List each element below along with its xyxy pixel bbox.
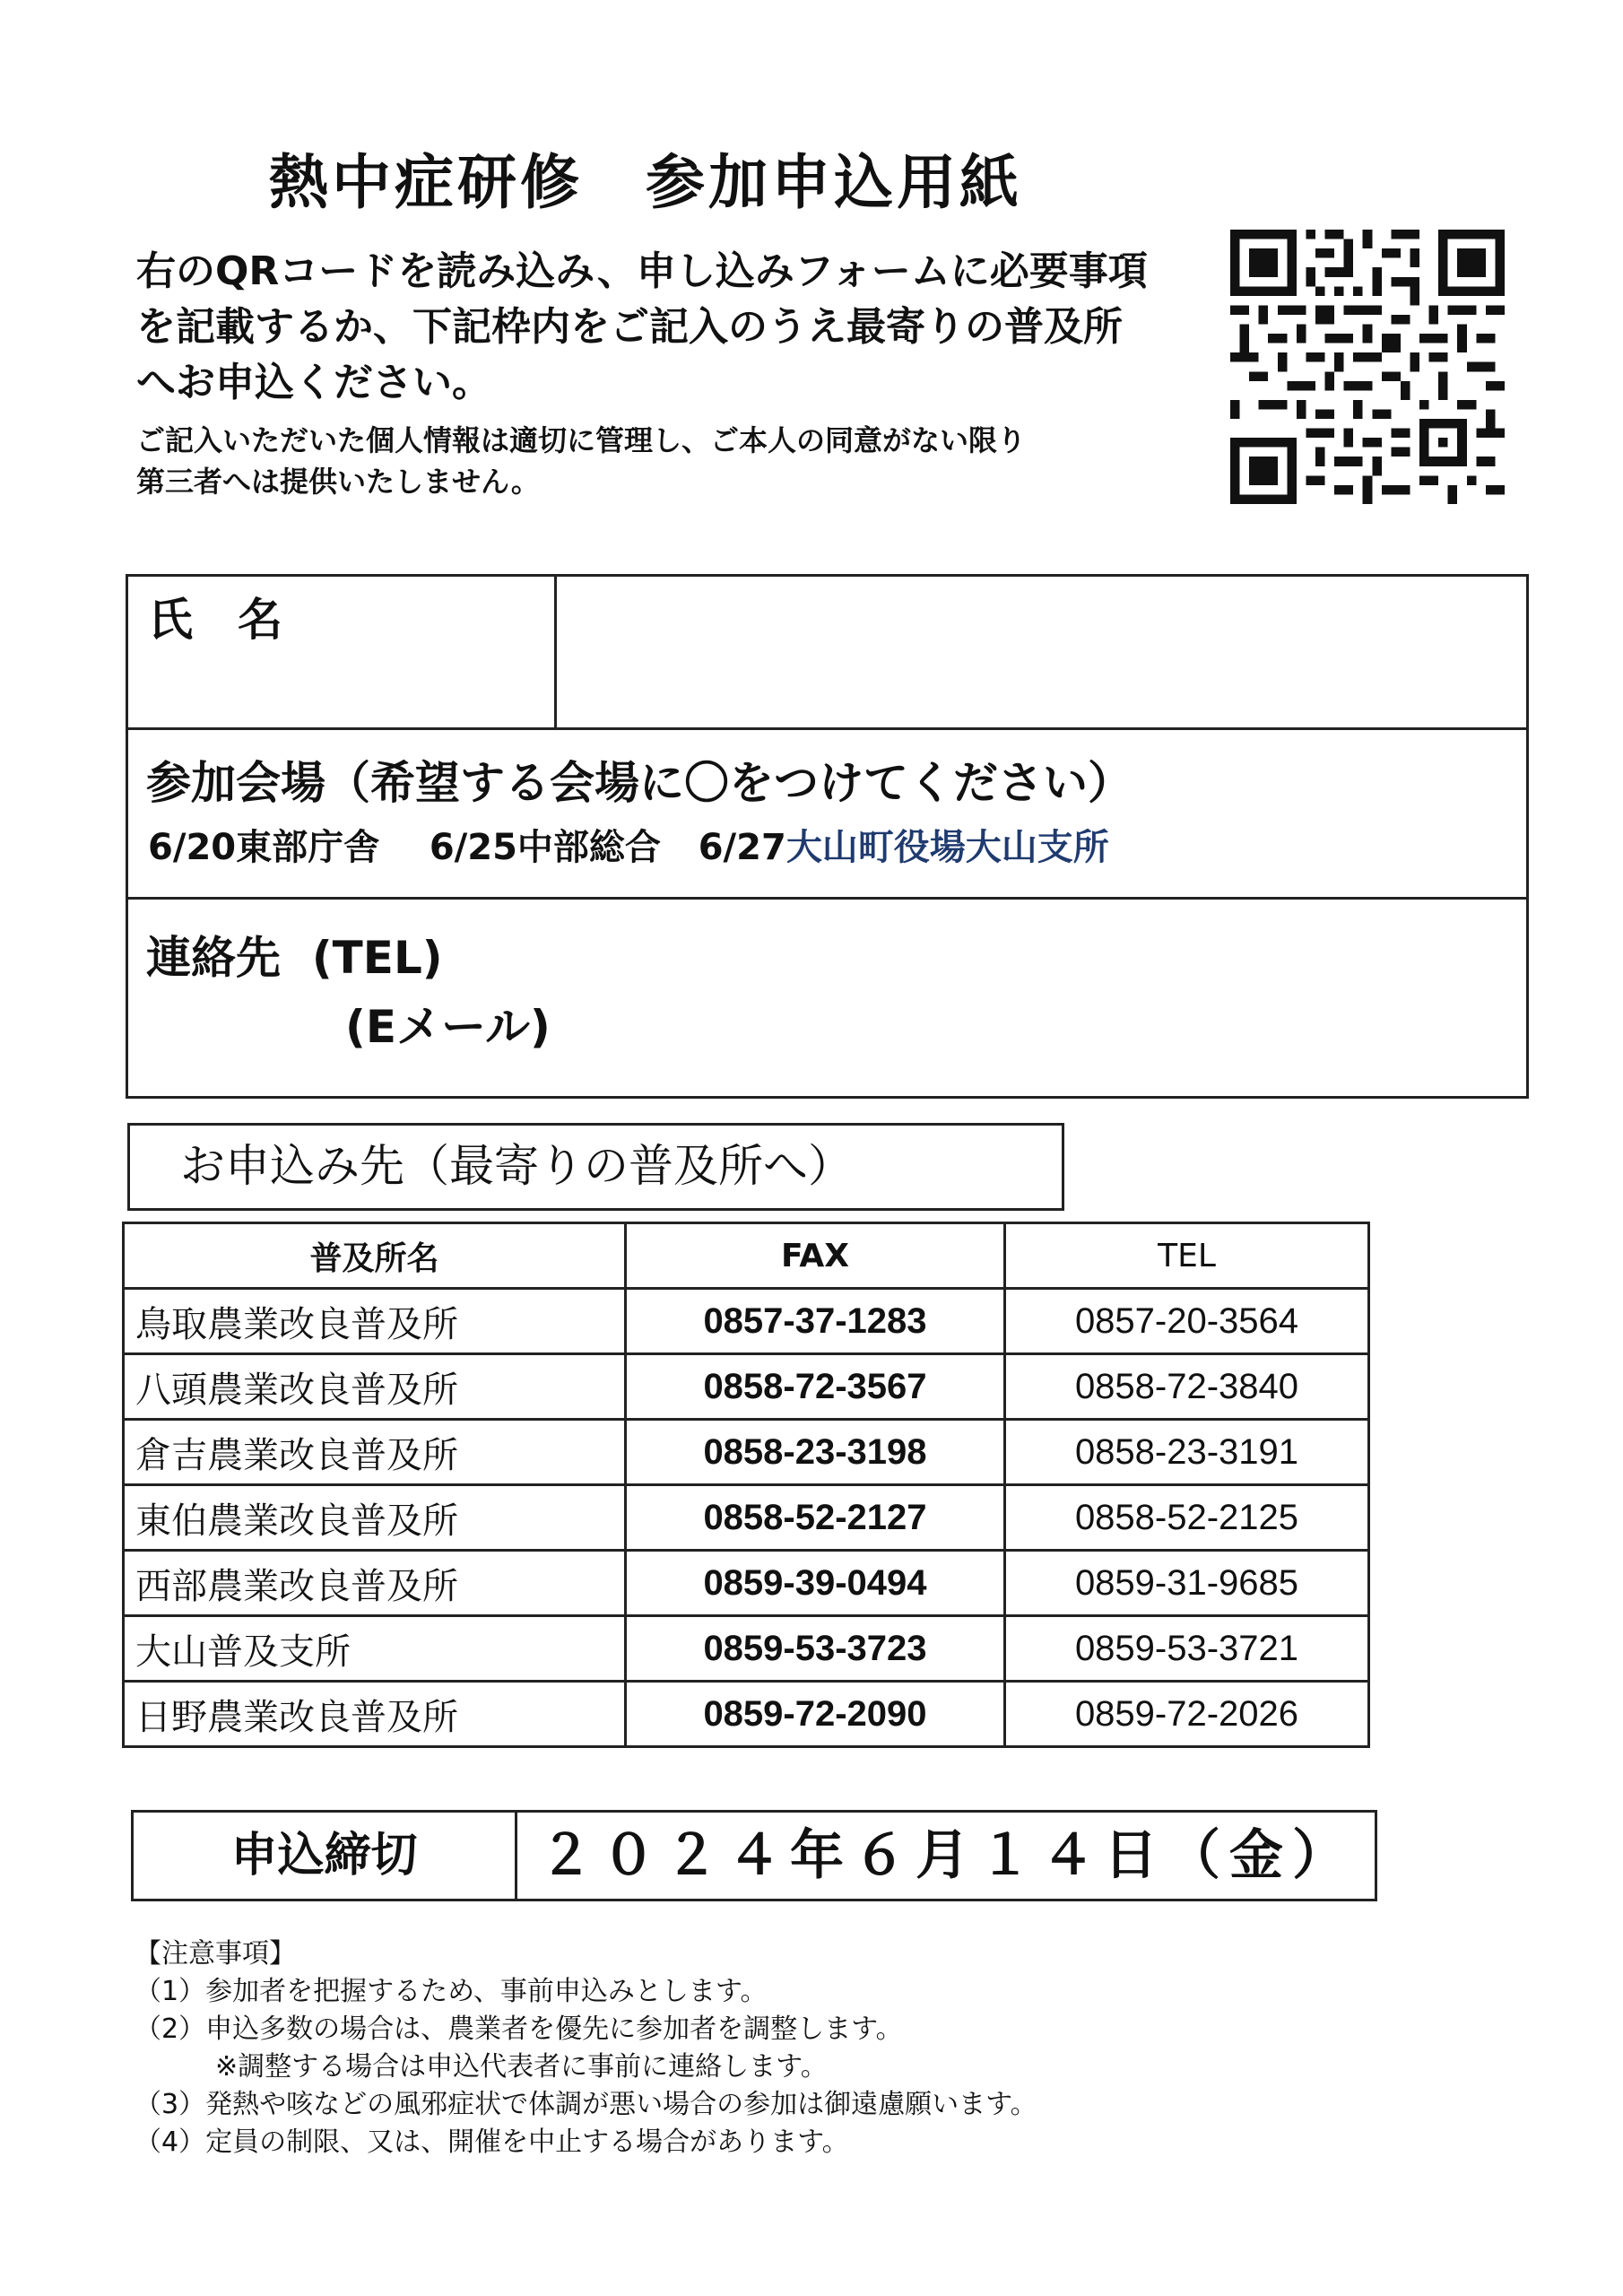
table-row <box>124 1485 1369 1551</box>
application-form <box>126 574 1529 1099</box>
office-tel: 0858-23-3191 <box>1005 1420 1369 1485</box>
office-fax: 0858-52-2127 <box>626 1485 1005 1551</box>
notes-heading: 【注意事項】 <box>135 1938 296 1970</box>
venue-option-central[interactable]: 6/25中部総合 <box>429 827 661 868</box>
office-tel: 0859-53-3721 <box>1005 1616 1369 1682</box>
name-field[interactable] <box>560 580 1520 722</box>
office-tel: 0859-31-9685 <box>1005 1551 1369 1616</box>
office-tel: 0857-20-3564 <box>1005 1289 1369 1354</box>
tel-field[interactable] <box>666 918 1509 980</box>
intro-text <box>136 244 1221 411</box>
page-title: 熱中症研修 参加申込用紙 <box>269 148 1022 217</box>
contact-label <box>146 922 443 987</box>
office-fax: 0859-39-0494 <box>626 1551 1005 1616</box>
venue-option-daisen-date: 6/27 <box>698 827 786 868</box>
office-name: 東伯農業改良普及所 <box>124 1485 626 1551</box>
office-tel: 0858-52-2125 <box>1005 1485 1369 1551</box>
contact-label-text: 連絡先 <box>146 932 281 984</box>
office-name: 倉吉農業改良普及所 <box>124 1420 626 1485</box>
intro-line: を記載するか、下記枠内をご記入のうえ最寄りの普及所 <box>136 304 1123 350</box>
office-name: 鳥取農業改良普及所 <box>124 1289 626 1354</box>
deadline-label: 申込締切 <box>134 1813 517 1899</box>
note-item: （4）定員の制限、又は、開催を中止する場合があります。 <box>135 2126 849 2158</box>
office-name: 八頭農業改良普及所 <box>124 1354 626 1420</box>
qr-code-icon[interactable] <box>1230 230 1505 504</box>
column-header-name: 普及所名 <box>124 1223 626 1289</box>
venue-option-daisen-place: 大山町役場大山支所 <box>785 827 1109 868</box>
office-name: 大山普及支所 <box>124 1616 626 1682</box>
venue-options <box>148 819 1109 870</box>
notes-section <box>135 1935 1480 2161</box>
table-row <box>124 1354 1369 1420</box>
name-label: 氏 名 <box>148 594 282 646</box>
table-row <box>124 1616 1369 1682</box>
contact-tel-label: (TEL) <box>311 932 443 984</box>
venue-label: 参加会場（希望する会場に〇をつけてください） <box>146 757 1133 809</box>
column-header-tel: TEL <box>1005 1223 1369 1289</box>
office-fax: 0859-53-3723 <box>626 1616 1005 1682</box>
office-fax: 0859-72-2090 <box>626 1682 1005 1747</box>
office-fax: 0858-23-3198 <box>626 1420 1005 1485</box>
office-table <box>122 1222 1370 1748</box>
intro-line: 右のQRコードを読み込み、申し込みフォームに必要事項 <box>136 248 1148 294</box>
column-header-fax: FAX <box>626 1223 1005 1289</box>
destination-heading: お申込み先（最寄りの普及所へ） <box>127 1123 1064 1211</box>
office-name: 日野農業改良普及所 <box>124 1682 626 1747</box>
office-tel: 0858-72-3840 <box>1005 1354 1369 1420</box>
note-item: （1）参加者を把握するため、事前申込みとします。 <box>135 1976 768 2007</box>
name-divider <box>554 577 557 727</box>
office-fax: 0857-37-1283 <box>626 1289 1005 1354</box>
table-row <box>124 1289 1369 1354</box>
office-tel: 0859-72-2026 <box>1005 1682 1369 1747</box>
table-row <box>124 1420 1369 1485</box>
form-divider <box>128 897 1526 900</box>
deadline-box <box>131 1810 1377 1901</box>
office-fax: 0858-72-3567 <box>626 1354 1005 1420</box>
table-header-row <box>124 1223 1369 1289</box>
note-item: （2）申込多数の場合は、農業者を優先に参加者を調整します。 <box>135 2013 903 2045</box>
privacy-notice <box>136 420 1230 502</box>
note-item: （3）発熱や咳などの風邪症状で体調が悪い場合の参加は御遠慮願います。 <box>135 2089 1037 2120</box>
intro-line: へお申込ください。 <box>136 360 491 405</box>
form-divider <box>128 727 1526 730</box>
office-name: 西部農業改良普及所 <box>124 1551 626 1616</box>
table-row <box>124 1682 1369 1747</box>
note-item: ※調整する場合は申込代表者に事前に連絡します。 <box>135 2051 828 2083</box>
privacy-line: 第三者へは提供いたしません。 <box>136 465 540 499</box>
venue-option-daisen[interactable] <box>699 827 1109 868</box>
table-row <box>124 1551 1369 1616</box>
contact-email-label: (Eメール) <box>345 1001 551 1053</box>
venue-option-east[interactable]: 6/20東部庁舎 <box>148 827 380 868</box>
email-field[interactable] <box>666 985 1509 1057</box>
deadline-date: ２０２４年６月１４日（金） <box>539 1824 1355 1887</box>
privacy-line: ご記入いただいた個人情報は適切に管理し、ご本人の同意がない限り <box>136 423 1027 457</box>
